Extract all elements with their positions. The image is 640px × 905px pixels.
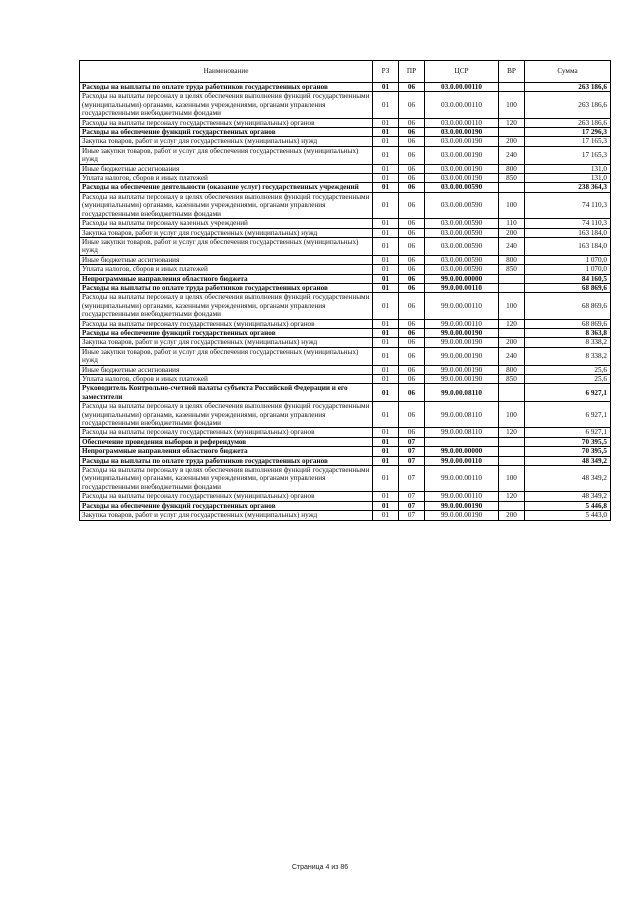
- cell-name: Уплата налогов, сборов и иных платежей: [80, 174, 373, 183]
- table-row: [80, 92, 611, 118]
- cell-csr: 03.0.00.00190: [425, 164, 499, 173]
- cell-vr: 120: [499, 492, 525, 501]
- table-row: [80, 466, 611, 492]
- table-row: [80, 402, 611, 428]
- cell-csr: 03.0.00.00110: [425, 118, 499, 127]
- cell-name: Расходы на выплаты персоналу государственных (муниципальных) органов: [80, 319, 373, 328]
- header-name: Наименование: [80, 61, 373, 83]
- cell-sum: 25,6: [525, 375, 611, 384]
- cell-name: Закупка товаров, работ и услуг для государственных (муниципальных) нужд: [80, 338, 373, 347]
- cell-sum: 68 869,6: [525, 319, 611, 328]
- cell-rz: 01: [373, 265, 399, 274]
- cell-vr: 120: [499, 118, 525, 127]
- cell-csr: 03.0.00.00110: [425, 92, 499, 118]
- table-row: [80, 274, 611, 283]
- cell-vr: 200: [499, 228, 525, 237]
- cell-name: Иные закупки товаров, работ и услуг для обеспечения государственных (муниципальных) нужд: [80, 347, 373, 365]
- table-row: [80, 128, 611, 137]
- cell-vr: [499, 283, 525, 292]
- cell-rz: 01: [373, 384, 399, 402]
- table-row: [80, 83, 611, 92]
- cell-vr: 100: [499, 402, 525, 428]
- cell-sum: 263 186,6: [525, 83, 611, 92]
- cell-pr: 06: [399, 174, 425, 183]
- cell-pr: 06: [399, 237, 425, 255]
- cell-vr: [499, 447, 525, 456]
- cell-rz: 01: [373, 274, 399, 283]
- cell-csr: 99.0.00.00000: [425, 274, 499, 283]
- table-row: [80, 501, 611, 510]
- cell-name: Непрограммные направления областного бюджета: [80, 447, 373, 456]
- cell-sum: 6 927,1: [525, 384, 611, 402]
- cell-name: Расходы на выплаты персоналу в целях обеспечения выполнения функций государственными (муниципальными) органами, казенными учреждениями, органами управления государственными внебюджетными фондами: [80, 92, 373, 118]
- table-row: [80, 283, 611, 292]
- cell-vr: [499, 384, 525, 402]
- cell-rz: 01: [373, 137, 399, 146]
- cell-csr: 03.0.00.00190: [425, 128, 499, 137]
- cell-name: Расходы на обеспечение деятельности (оказание услуг) государственных учреждений: [80, 183, 373, 192]
- cell-csr: 03.0.00.00590: [425, 237, 499, 255]
- table-row: [80, 365, 611, 374]
- cell-pr: 07: [399, 456, 425, 465]
- cell-pr: 06: [399, 219, 425, 228]
- cell-rz: 01: [373, 501, 399, 510]
- cell-vr: 100: [499, 192, 525, 218]
- table-row: [80, 237, 611, 255]
- cell-rz: 01: [373, 83, 399, 92]
- cell-name: Расходы на обеспечение функций государственных органов: [80, 128, 373, 137]
- cell-pr: 06: [399, 137, 425, 146]
- cell-csr: 99.0.00.00190: [425, 338, 499, 347]
- cell-vr: 100: [499, 293, 525, 319]
- cell-vr: 100: [499, 466, 525, 492]
- cell-rz: 01: [373, 118, 399, 127]
- cell-pr: 06: [399, 83, 425, 92]
- cell-vr: [499, 437, 525, 446]
- cell-sum: 25,6: [525, 365, 611, 374]
- cell-csr: 99.0.00.00190: [425, 501, 499, 510]
- cell-csr: 03.0.00.00590: [425, 183, 499, 192]
- page-number: Страница 4 из 86: [291, 864, 349, 871]
- table-row: [80, 255, 611, 264]
- cell-rz: 01: [373, 146, 399, 164]
- cell-rz: 01: [373, 447, 399, 456]
- cell-csr: 03.0.00.00590: [425, 265, 499, 274]
- cell-vr: 800: [499, 164, 525, 173]
- table-header-row: [80, 61, 611, 83]
- table-row: [80, 183, 611, 192]
- table-row: [80, 511, 611, 520]
- cell-pr: 06: [399, 283, 425, 292]
- cell-pr: 06: [399, 428, 425, 437]
- table-row: [80, 328, 611, 337]
- cell-name: Расходы на обеспечение функций государственных органов: [80, 501, 373, 510]
- cell-pr: 07: [399, 437, 425, 446]
- cell-sum: 48 349,2: [525, 492, 611, 501]
- cell-name: Расходы на выплаты персоналу в целях обеспечения выполнения функций государственными (муниципальными) органами, казенными учреждениями, органами управления государственными внебюджетными фондами: [80, 192, 373, 218]
- cell-vr: 800: [499, 255, 525, 264]
- cell-name: Расходы на выплаты персоналу казенных учреждений: [80, 219, 373, 228]
- cell-name: Расходы на выплаты персоналу в целях обеспечения выполнения функций государственными (муниципальными) органами, казенными учреждениями, органами управления государственными внебюджетными фондами: [80, 466, 373, 492]
- cell-csr: 99.0.00.00110: [425, 319, 499, 328]
- cell-name: Расходы на выплаты персоналу государственных (муниципальных) органов: [80, 428, 373, 437]
- cell-csr: 99.0.00.00110: [425, 293, 499, 319]
- cell-pr: 07: [399, 511, 425, 520]
- cell-vr: 240: [499, 347, 525, 365]
- cell-csr: 99.0.00.00190: [425, 511, 499, 520]
- cell-pr: 06: [399, 338, 425, 347]
- cell-sum: 5 446,8: [525, 501, 611, 510]
- cell-csr: 99.0.00.00190: [425, 375, 499, 384]
- cell-rz: 01: [373, 192, 399, 218]
- cell-pr: 06: [399, 146, 425, 164]
- cell-vr: 100: [499, 92, 525, 118]
- cell-pr: 06: [399, 255, 425, 264]
- cell-rz: 01: [373, 347, 399, 365]
- cell-name: Расходы на выплаты по оплате труда работников государственных органов: [80, 456, 373, 465]
- cell-sum: 74 110,3: [525, 219, 611, 228]
- cell-sum: 48 349,2: [525, 456, 611, 465]
- cell-sum: 84 160,5: [525, 274, 611, 283]
- header-csr: ЦСР: [425, 61, 499, 83]
- cell-sum: 263 186,6: [525, 118, 611, 127]
- cell-pr: 06: [399, 92, 425, 118]
- cell-rz: 01: [373, 319, 399, 328]
- cell-vr: 200: [499, 338, 525, 347]
- cell-vr: [499, 501, 525, 510]
- cell-csr: [425, 437, 499, 446]
- cell-rz: 01: [373, 511, 399, 520]
- cell-csr: 03.0.00.00590: [425, 192, 499, 218]
- cell-pr: 06: [399, 164, 425, 173]
- cell-rz: 01: [373, 237, 399, 255]
- cell-pr: 06: [399, 365, 425, 374]
- cell-rz: 01: [373, 338, 399, 347]
- cell-pr: 06: [399, 293, 425, 319]
- table-row: [80, 456, 611, 465]
- cell-pr: 07: [399, 492, 425, 501]
- cell-csr: 03.0.00.00590: [425, 255, 499, 264]
- cell-csr: 99.0.00.00190: [425, 365, 499, 374]
- cell-name: Иные закупки товаров, работ и услуг для обеспечения государственных (муниципальных) нужд: [80, 146, 373, 164]
- table-row: [80, 293, 611, 319]
- header-rz: РЗ: [373, 61, 399, 83]
- cell-sum: 48 349,2: [525, 466, 611, 492]
- cell-name: Иные закупки товаров, работ и услуг для обеспечения государственных (муниципальных) нужд: [80, 237, 373, 255]
- cell-name: Руководитель Контрольно-счетной палаты субъекта Российской Федерации и его заместители: [80, 384, 373, 402]
- cell-sum: 17 296,3: [525, 128, 611, 137]
- cell-pr: 06: [399, 375, 425, 384]
- cell-rz: 01: [373, 402, 399, 428]
- cell-pr: 06: [399, 118, 425, 127]
- cell-csr: 03.0.00.00590: [425, 219, 499, 228]
- cell-pr: 06: [399, 128, 425, 137]
- cell-rz: 01: [373, 428, 399, 437]
- cell-sum: 74 110,3: [525, 192, 611, 218]
- cell-name: Закупка товаров, работ и услуг для государственных (муниципальных) нужд: [80, 228, 373, 237]
- table-row: [80, 118, 611, 127]
- cell-vr: 850: [499, 174, 525, 183]
- cell-rz: 01: [373, 255, 399, 264]
- cell-rz: 01: [373, 283, 399, 292]
- cell-csr: 03.0.00.00190: [425, 146, 499, 164]
- cell-rz: 01: [373, 183, 399, 192]
- cell-sum: 1 070,0: [525, 265, 611, 274]
- cell-vr: 240: [499, 237, 525, 255]
- cell-vr: [499, 83, 525, 92]
- cell-vr: [499, 274, 525, 283]
- cell-csr: 99.0.00.00110: [425, 456, 499, 465]
- header-pr: ПР: [399, 61, 425, 83]
- cell-csr: 03.0.00.00110: [425, 83, 499, 92]
- cell-vr: [499, 328, 525, 337]
- table-row: [80, 164, 611, 173]
- cell-name: Иные бюджетные ассигнования: [80, 164, 373, 173]
- cell-sum: 6 927,1: [525, 428, 611, 437]
- cell-pr: 07: [399, 447, 425, 456]
- cell-vr: 120: [499, 428, 525, 437]
- cell-vr: 200: [499, 137, 525, 146]
- table-row: [80, 319, 611, 328]
- cell-sum: 1 070,0: [525, 255, 611, 264]
- cell-vr: [499, 128, 525, 137]
- cell-pr: 06: [399, 274, 425, 283]
- cell-csr: 99.0.00.00190: [425, 328, 499, 337]
- cell-pr: 07: [399, 466, 425, 492]
- cell-name: Расходы на выплаты персоналу в целях обеспечения выполнения функций государственными (муниципальными) органами, казенными учреждениями, органами управления государственными внебюджетными фондами: [80, 402, 373, 428]
- cell-pr: 07: [399, 501, 425, 510]
- cell-sum: 6 927,1: [525, 402, 611, 428]
- cell-name: Иные бюджетные ассигнования: [80, 365, 373, 374]
- cell-rz: 01: [373, 375, 399, 384]
- cell-name: Расходы на выплаты по оплате труда работников государственных органов: [80, 283, 373, 292]
- cell-vr: [499, 456, 525, 465]
- cell-rz: 01: [373, 456, 399, 465]
- cell-vr: 200: [499, 511, 525, 520]
- cell-csr: 03.0.00.00190: [425, 137, 499, 146]
- cell-sum: 8 363,8: [525, 328, 611, 337]
- cell-name: Иные бюджетные ассигнования: [80, 255, 373, 264]
- table-row: [80, 492, 611, 501]
- cell-csr: 03.0.00.00190: [425, 174, 499, 183]
- cell-sum: 263 186,6: [525, 92, 611, 118]
- header-sum: Сумма: [525, 61, 611, 83]
- cell-pr: 06: [399, 265, 425, 274]
- cell-name: Уплата налогов, сборов и иных платежей: [80, 265, 373, 274]
- cell-name: Расходы на выплаты персоналу государственных (муниципальных) органов: [80, 492, 373, 501]
- table-row: [80, 428, 611, 437]
- cell-name: Закупка товаров, работ и услуг для государственных (муниципальных) нужд: [80, 511, 373, 520]
- cell-name: Расходы на выплаты персоналу государственных (муниципальных) органов: [80, 118, 373, 127]
- cell-vr: [499, 183, 525, 192]
- cell-rz: 01: [373, 328, 399, 337]
- table-body: [80, 83, 611, 521]
- cell-pr: 06: [399, 228, 425, 237]
- table-row: [80, 347, 611, 365]
- cell-pr: 06: [399, 384, 425, 402]
- cell-vr: 240: [499, 146, 525, 164]
- cell-csr: 99.0.00.08110: [425, 402, 499, 428]
- table-row: [80, 437, 611, 446]
- cell-pr: 06: [399, 192, 425, 218]
- cell-sum: 238 364,3: [525, 183, 611, 192]
- cell-csr: 99.0.00.00000: [425, 447, 499, 456]
- cell-sum: 163 184,0: [525, 228, 611, 237]
- cell-sum: 70 395,5: [525, 437, 611, 446]
- header-vr: ВР: [499, 61, 525, 83]
- cell-rz: 01: [373, 365, 399, 374]
- cell-name: Расходы на выплаты персоналу в целях обеспечения выполнения функций государственными (муниципальными) органами, казенными учреждениями, органами управления государственными внебюджетными фондами: [80, 293, 373, 319]
- cell-name: Расходы на выплаты по оплате труда работников государственных органов: [80, 83, 373, 92]
- cell-rz: 01: [373, 174, 399, 183]
- cell-sum: 68 869,6: [525, 283, 611, 292]
- cell-sum: 70 395,5: [525, 447, 611, 456]
- cell-sum: 8 338,2: [525, 338, 611, 347]
- cell-sum: 5 443,0: [525, 511, 611, 520]
- table-row: [80, 192, 611, 218]
- table-row: [80, 384, 611, 402]
- cell-name: Закупка товаров, работ и услуг для государственных (муниципальных) нужд: [80, 137, 373, 146]
- cell-pr: 06: [399, 319, 425, 328]
- cell-rz: 01: [373, 492, 399, 501]
- cell-rz: 01: [373, 437, 399, 446]
- table-row: [80, 146, 611, 164]
- cell-csr: 03.0.00.00590: [425, 228, 499, 237]
- cell-sum: 17 165,3: [525, 146, 611, 164]
- cell-rz: 01: [373, 92, 399, 118]
- cell-rz: 01: [373, 219, 399, 228]
- table-row: [80, 375, 611, 384]
- cell-rz: 01: [373, 293, 399, 319]
- cell-sum: 131,0: [525, 174, 611, 183]
- cell-name: Уплата налогов, сборов и иных платежей: [80, 375, 373, 384]
- cell-rz: 01: [373, 466, 399, 492]
- table-row: [80, 447, 611, 456]
- cell-rz: 01: [373, 228, 399, 237]
- cell-vr: 850: [499, 265, 525, 274]
- cell-name: Непрограммные направления областного бюджета: [80, 274, 373, 283]
- cell-sum: 163 184,0: [525, 237, 611, 255]
- cell-sum: 68 869,6: [525, 293, 611, 319]
- cell-pr: 06: [399, 328, 425, 337]
- cell-csr: 99.0.00.00110: [425, 492, 499, 501]
- cell-sum: 131,0: [525, 164, 611, 173]
- cell-vr: 110: [499, 219, 525, 228]
- cell-vr: 800: [499, 365, 525, 374]
- budget-table-container: [79, 60, 610, 521]
- cell-rz: 01: [373, 128, 399, 137]
- cell-rz: 01: [373, 164, 399, 173]
- table-row: [80, 228, 611, 237]
- table-row: [80, 338, 611, 347]
- cell-name: Расходы на обеспечение функций государственных органов: [80, 328, 373, 337]
- table-row: [80, 265, 611, 274]
- cell-csr: 99.0.00.08110: [425, 428, 499, 437]
- cell-csr: 99.0.00.08110: [425, 384, 499, 402]
- cell-name: Обеспечение проведения выборов и референдумов: [80, 437, 373, 446]
- cell-vr: 120: [499, 319, 525, 328]
- cell-csr: 99.0.00.00110: [425, 466, 499, 492]
- cell-csr: 99.0.00.00110: [425, 283, 499, 292]
- cell-pr: 06: [399, 183, 425, 192]
- cell-sum: 8 338,2: [525, 347, 611, 365]
- table-row: [80, 137, 611, 146]
- cell-pr: 06: [399, 402, 425, 428]
- table-row: [80, 174, 611, 183]
- cell-sum: 17 165,3: [525, 137, 611, 146]
- cell-vr: 850: [499, 375, 525, 384]
- cell-pr: 06: [399, 347, 425, 365]
- budget-table: [79, 60, 611, 521]
- cell-csr: 99.0.00.00190: [425, 347, 499, 365]
- table-row: [80, 219, 611, 228]
